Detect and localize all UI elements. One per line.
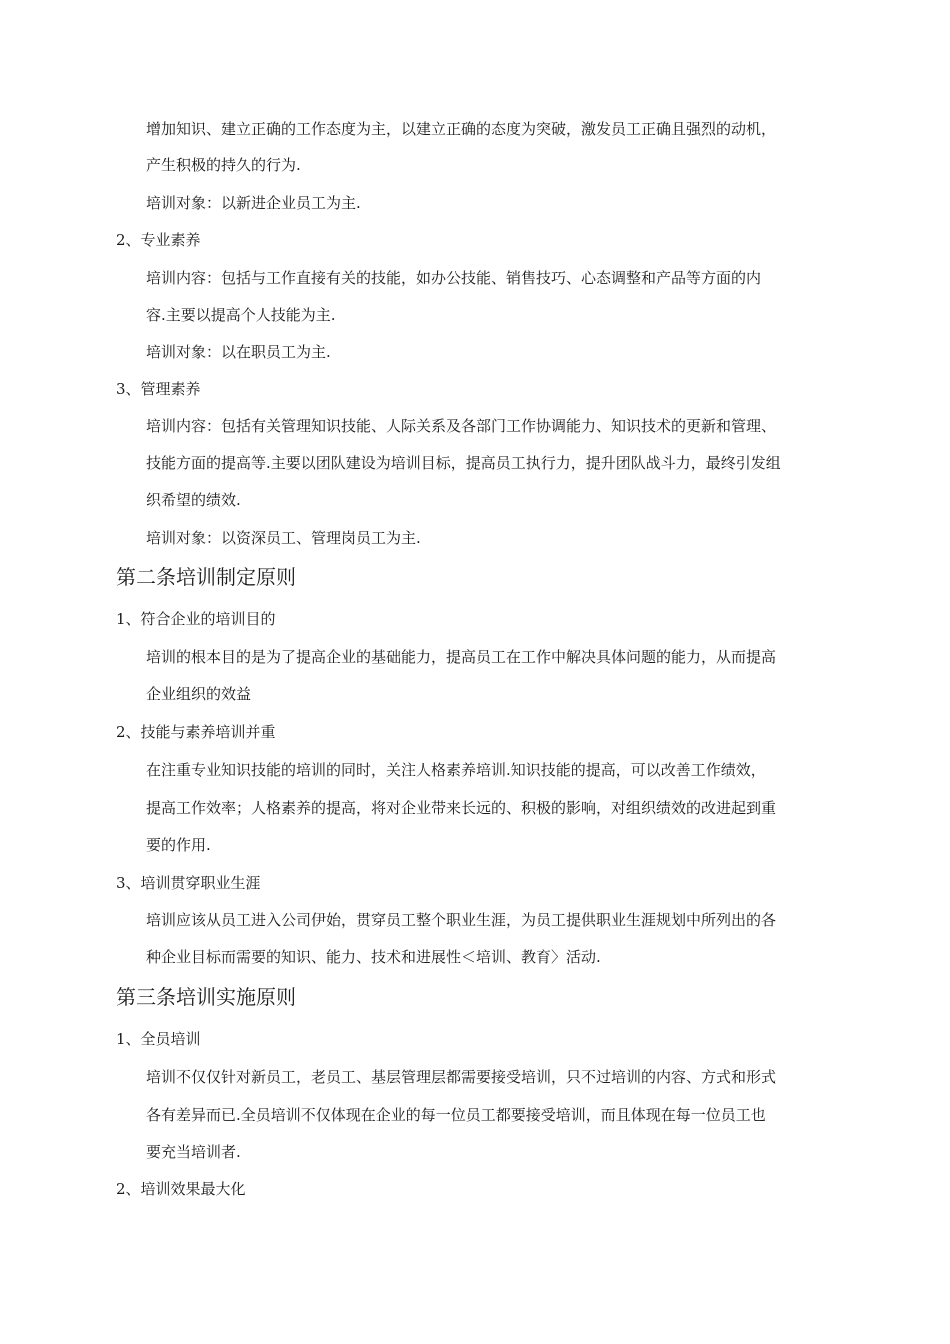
paragraph-line: 产生积极的持久的行为. [146, 156, 301, 174]
paragraph-line: 培训内容：包括与工作直接有关的技能，如办公技能、销售技巧、心态调整和产品等方面的内 [146, 269, 762, 287]
section-heading: 第二条培训制定原则 [116, 565, 296, 589]
training-target: 培训对象：以在职员工为主. [146, 343, 331, 361]
paragraph-line: 要充当培训者. [146, 1143, 241, 1161]
paragraph-line: 企业组织的效益 [146, 685, 252, 703]
paragraph-line: 在注重专业知识技能的培训的同时，关注人格素养培训.知识技能的提高，可以改善工作绩效， [146, 761, 766, 779]
paragraph-line: 技能方面的提高等.主要以团队建设为培训目标，提高员工执行力，提升团队战斗力，最终引发组 [146, 454, 781, 472]
item-title: 1、符合企业的培训目的 [116, 610, 276, 628]
paragraph-line: 各有差异而已.全员培训不仅体现在企业的每一位员工都要接受培训，而且体现在每一位员工也 [146, 1106, 766, 1124]
section-heading: 第三条培训实施原则 [116, 985, 296, 1009]
item-title: 3、培训贯穿职业生涯 [116, 874, 261, 892]
paragraph-line: 培训应该从员工进入公司伊始，贯穿员工整个职业生涯，为员工提供职业生涯规划中所列出的各 [146, 911, 777, 929]
paragraph-line: 要的作用. [146, 836, 211, 854]
paragraph-line: 种企业目标而需要的知识、能力、技术和进展性＜培训、教育〉活动. [146, 948, 601, 966]
paragraph-line: 培训不仅仅针对新员工，老员工、基层管理层都需要接受培训，只不过培训的内容、方式和形式 [146, 1068, 777, 1086]
training-target: 培训对象：以资深员工、管理岗员工为主. [146, 529, 421, 547]
paragraph-line: 增加知识、建立正确的工作态度为主，以建立正确的态度为突破，激发员工正确且强烈的动机， [146, 120, 777, 138]
item-title: 3、管理素养 [116, 380, 201, 398]
item-title: 1、全员培训 [116, 1030, 201, 1048]
item-title: 2、技能与素养培训并重 [116, 723, 276, 741]
paragraph-line: 提高工作效率；人格素养的提高，将对企业带来长远的、积极的影响，对组织绩效的改进起到重 [146, 799, 777, 817]
paragraph-line: 培训的根本目的是为了提高企业的基础能力，提高员工在工作中解决具体问题的能力，从而提高 [146, 648, 777, 666]
item-title: 2、专业素养 [116, 231, 201, 249]
item-title: 2、培训效果最大化 [116, 1180, 246, 1198]
paragraph-line: 织希望的绩效. [146, 491, 241, 509]
training-target: 培训对象：以新进企业员工为主. [146, 194, 361, 212]
paragraph-line: 培训内容：包括有关管理知识技能、人际关系及各部门工作协调能力、知识技术的更新和管理、 [146, 417, 777, 435]
paragraph-line: 容.主要以提高个人技能为主. [146, 306, 336, 324]
